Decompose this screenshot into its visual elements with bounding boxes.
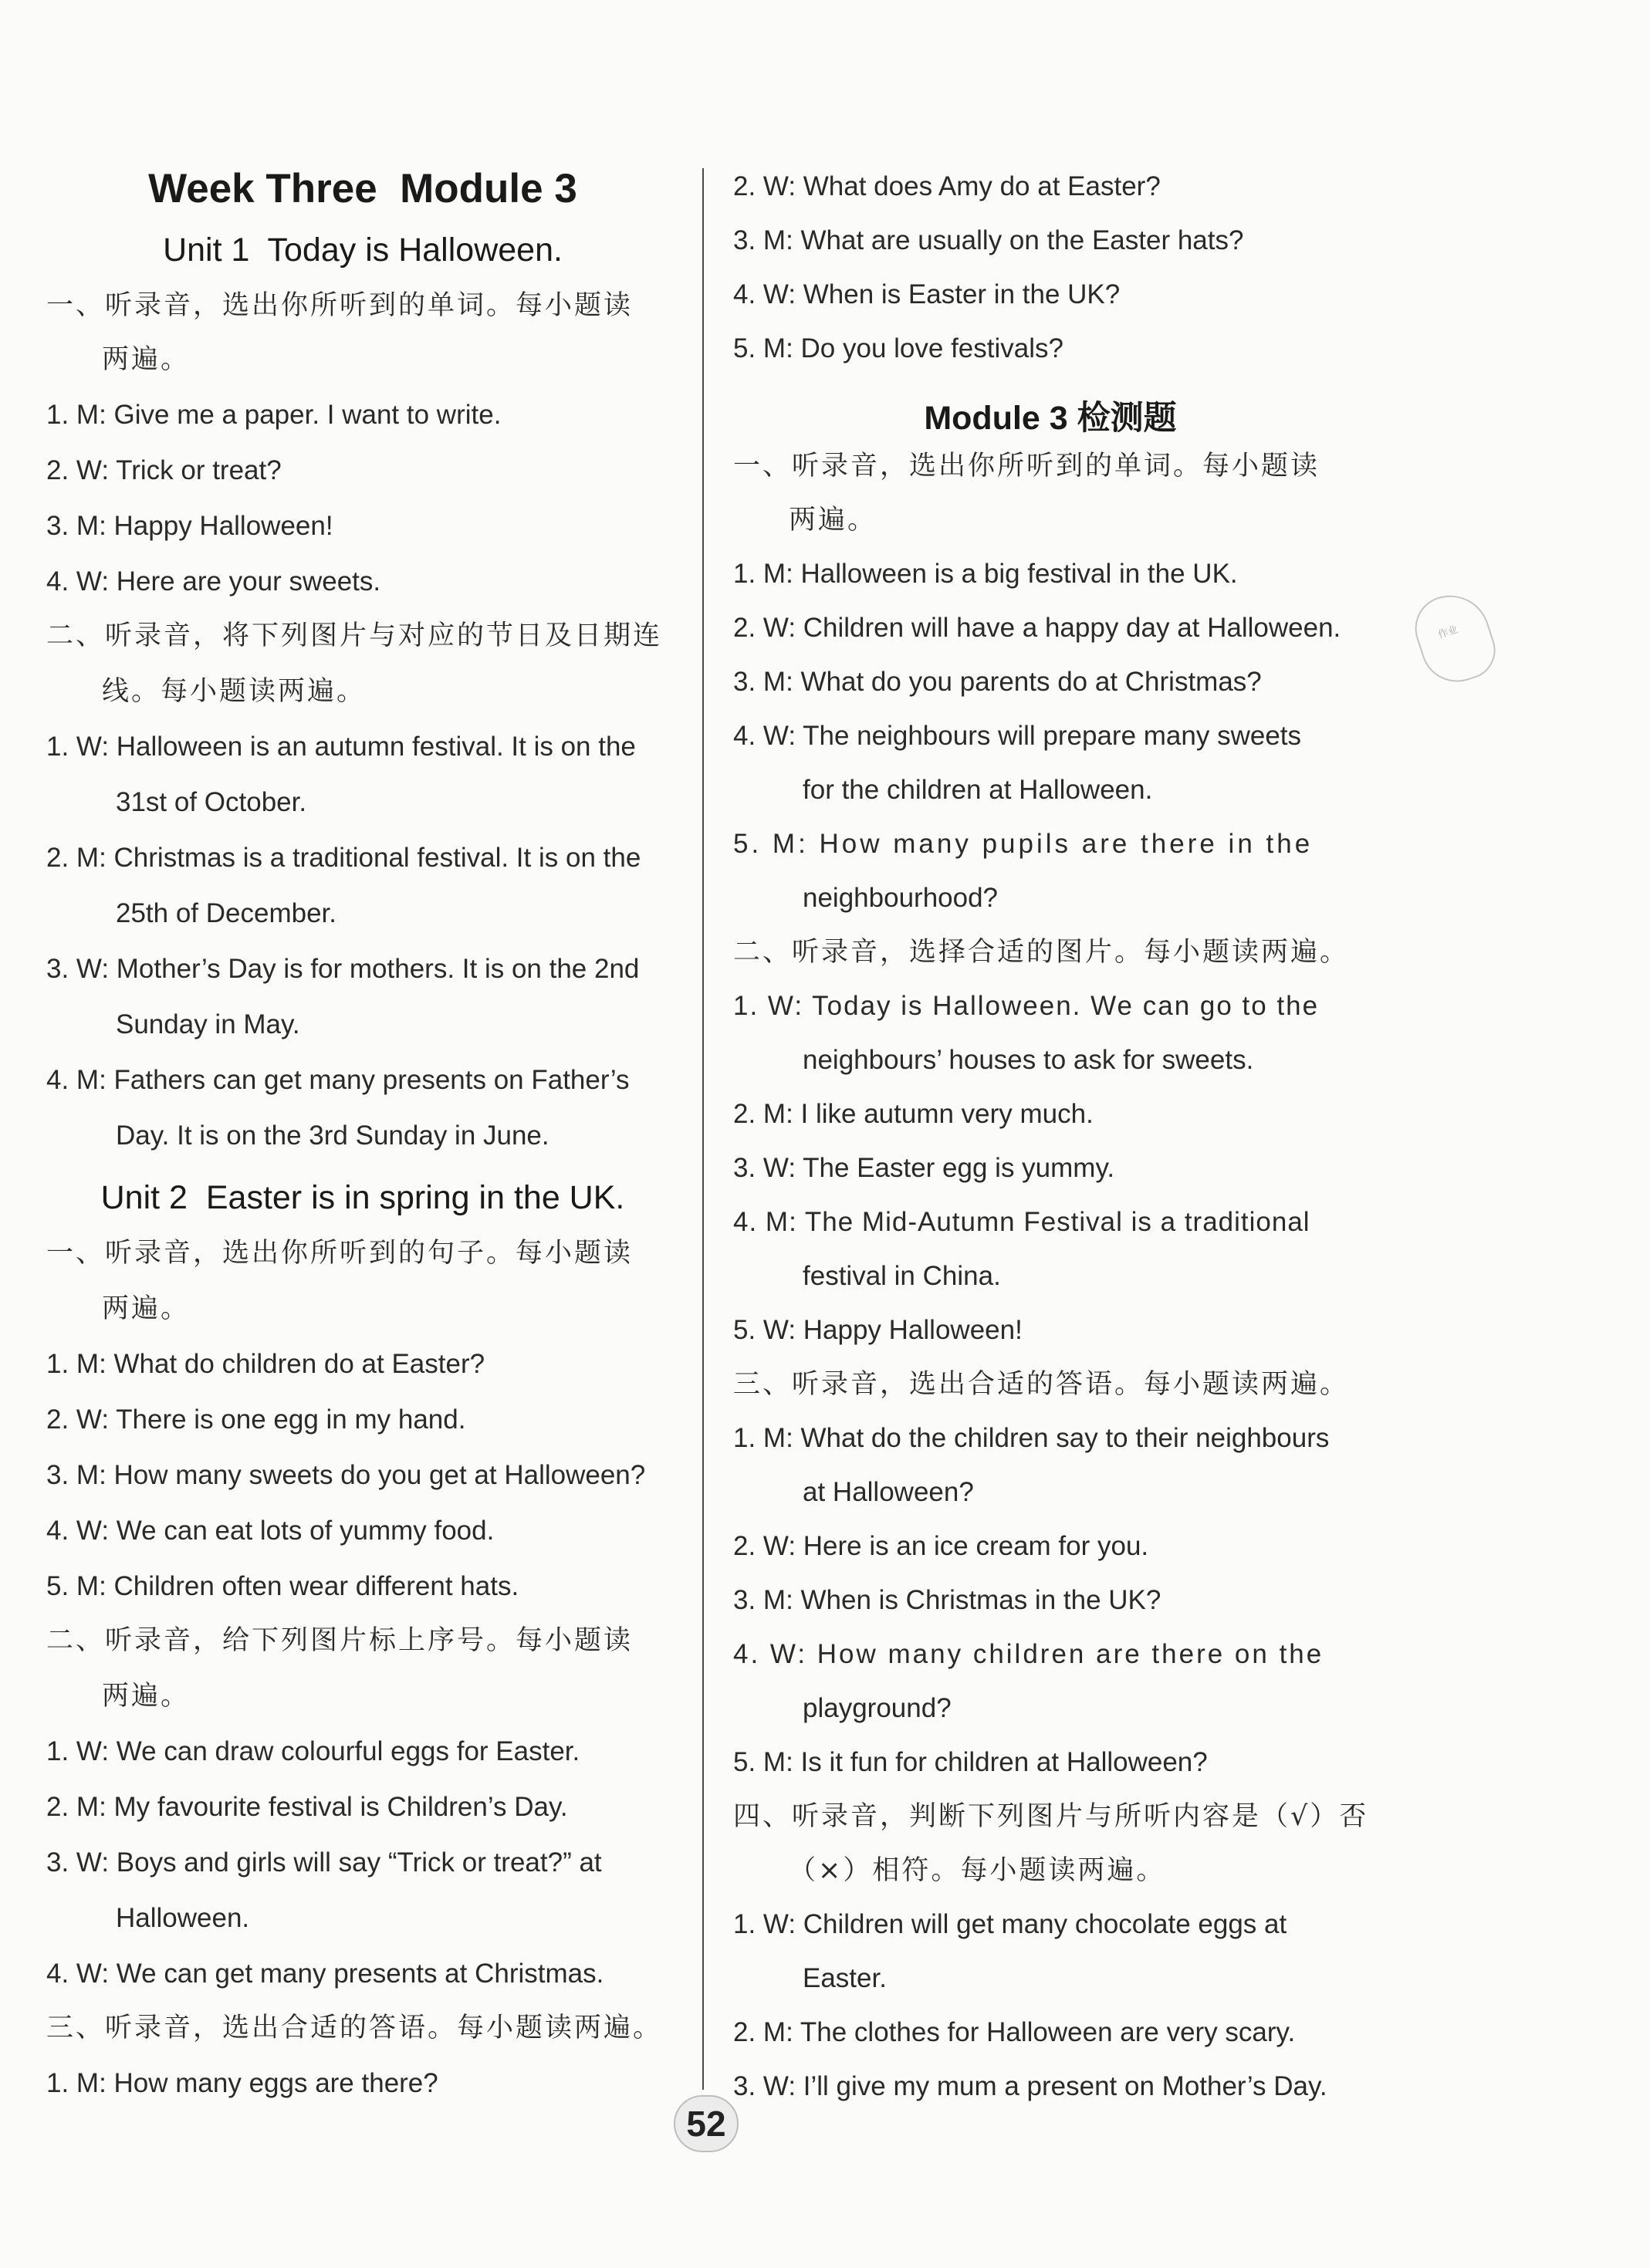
section-heading: 一、听录音，选出你所听到的句子。每小题读 <box>46 1238 634 1269</box>
script-line: 2. M: I like autumn very much. <box>733 1099 1094 1129</box>
script-line: 2. M: The clothes for Halloween are very scary. <box>733 2017 1296 2047</box>
unit1-title: Unit 1 Today is Halloween. <box>163 232 563 269</box>
script-line-cont: at Halloween? <box>803 1477 974 1507</box>
script-line: 1. M: How many eggs are there? <box>46 2068 438 2098</box>
script-line: 1. M: Give me a paper. I want to write. <box>46 400 502 430</box>
section-heading-cont: 两遍。 <box>789 505 877 536</box>
column-divider <box>702 168 704 2090</box>
script-line: 3. W: I’ll give my mum a present on Mother’s Day. <box>733 2071 1327 2101</box>
script-line: 4. W: Here are your sweets. <box>46 566 381 597</box>
script-line: 2. W: Here is an ice cream for you. <box>733 1531 1149 1561</box>
section-heading-cont: 两遍。 <box>102 1681 191 1712</box>
script-line: 2. W: Trick or treat? <box>46 455 282 485</box>
script-line-cont: neighbours’ houses to ask for sweets. <box>803 1045 1254 1075</box>
script-line: 4. M: The Mid-Autumn Festival is a traditional <box>733 1207 1310 1237</box>
script-line: 3. W: Boys and girls will say “Trick or treat?” at <box>46 1847 602 1878</box>
script-line: 3. W: Mother’s Day is for mothers. It is on the 2nd <box>46 954 640 984</box>
script-line-cont: Halloween. <box>116 1903 250 1933</box>
script-line: 4. W: When is Easter in the UK? <box>733 279 1121 309</box>
script-line: 1. M: Halloween is a big festival in the UK. <box>733 559 1238 589</box>
script-line-cont: for the children at Halloween. <box>803 775 1153 805</box>
script-line: 2. W: There is one egg in my hand. <box>46 1404 466 1435</box>
section-heading: 二、听录音，给下列图片标上序号。每小题读 <box>46 1625 634 1656</box>
script-line-cont: Easter. <box>803 1963 887 1993</box>
script-line-cont: neighbourhood? <box>803 883 999 913</box>
script-line-cont: Day. It is on the 3rd Sunday in June. <box>116 1120 549 1151</box>
page-number: 52 <box>674 2095 739 2152</box>
unit2-title: Unit 2 Easter is in spring in the UK. <box>100 1179 625 1216</box>
script-line: 2. M: My favourite festival is Children’s Day. <box>46 1792 568 1822</box>
script-line: 4. W: We can get many presents at Christmas. <box>46 1959 604 1989</box>
script-line: 3. M: Happy Halloween! <box>46 511 333 541</box>
script-line: 4. M: Fathers can get many presents on Father’s <box>46 1065 630 1095</box>
stamp-mark <box>1407 585 1503 691</box>
script-line-cont: 25th of December. <box>116 898 336 928</box>
page-title: Week Three Module 3 <box>148 166 577 211</box>
script-line-cont: festival in China. <box>803 1261 1001 1291</box>
section-heading-cont: （×）相符。每小题读两遍。 <box>789 1855 1166 1886</box>
script-line-cont: playground? <box>803 1693 952 1723</box>
script-line: 1. W: Halloween is an autumn festival. It is on the <box>46 732 636 762</box>
script-line: 5. M: How many pupils are there in the <box>733 829 1314 859</box>
stamp-text: 作业 <box>1436 624 1460 641</box>
script-line: 1. W: Today is Halloween. We can go to the <box>733 991 1320 1021</box>
script-line: 3. M: How many sweets do you get at Halloween? <box>46 1460 646 1490</box>
script-line: 2. W: Children will have a happy day at Halloween. <box>733 613 1341 643</box>
test-title: Module 3 检测题 <box>924 400 1177 437</box>
script-line: 4. W: How many children are there on the <box>733 1639 1324 1669</box>
section-heading-cont: 两遍。 <box>102 344 191 375</box>
section-heading: 二、听录音，选择合适的图片。每小题读两遍。 <box>733 937 1350 968</box>
script-line: 1. M: What do the children say to their neighbours <box>733 1423 1330 1453</box>
script-line: 5. M: Children often wear different hats. <box>46 1571 519 1601</box>
script-line: 1. M: What do children do at Easter? <box>46 1349 485 1379</box>
section-heading: 三、听录音，选出合适的答语。每小题读两遍。 <box>733 1369 1350 1400</box>
script-line: 5. W: Happy Halloween! <box>733 1315 1023 1345</box>
section-heading: 二、听录音，将下列图片与对应的节日及日期连 <box>46 620 663 651</box>
script-line: 2. M: Christmas is a traditional festival. It is on the <box>46 843 641 873</box>
script-line: 3. M: When is Christmas in the UK? <box>733 1585 1161 1615</box>
section-heading-cont: 两遍。 <box>102 1293 191 1324</box>
script-line: 4. W: The neighbours will prepare many sweets <box>733 721 1302 751</box>
script-line: 1. W: We can draw colourful eggs for Easter. <box>46 1736 580 1766</box>
section-heading-cont: 线。每小题读两遍。 <box>102 676 367 707</box>
script-line: 5. M: Is it fun for children at Halloween? <box>733 1747 1208 1777</box>
script-line: 4. W: We can eat lots of yummy food. <box>46 1516 495 1546</box>
script-line-cont: Sunday in May. <box>116 1009 300 1039</box>
script-line: 3. M: What are usually on the Easter hats? <box>733 225 1244 255</box>
section-heading: 一、听录音，选出你所听到的单词。每小题读 <box>46 290 634 321</box>
script-line: 2. W: What does Amy do at Easter? <box>733 171 1161 201</box>
script-line: 3. W: The Easter egg is yummy. <box>733 1153 1115 1183</box>
script-line: 5. M: Do you love festivals? <box>733 333 1063 363</box>
script-line-cont: 31st of October. <box>116 787 307 817</box>
section-heading: 三、听录音，选出合适的答语。每小题读两遍。 <box>46 2013 663 2043</box>
script-line: 1. W: Children will get many chocolate eggs at <box>733 1909 1287 1939</box>
script-line: 3. M: What do you parents do at Christmas? <box>733 667 1262 697</box>
section-heading: 四、听录音，判断下列图片与所听内容是（√）否 <box>733 1801 1369 1832</box>
section-heading: 一、听录音，选出你所听到的单词。每小题读 <box>733 451 1320 482</box>
